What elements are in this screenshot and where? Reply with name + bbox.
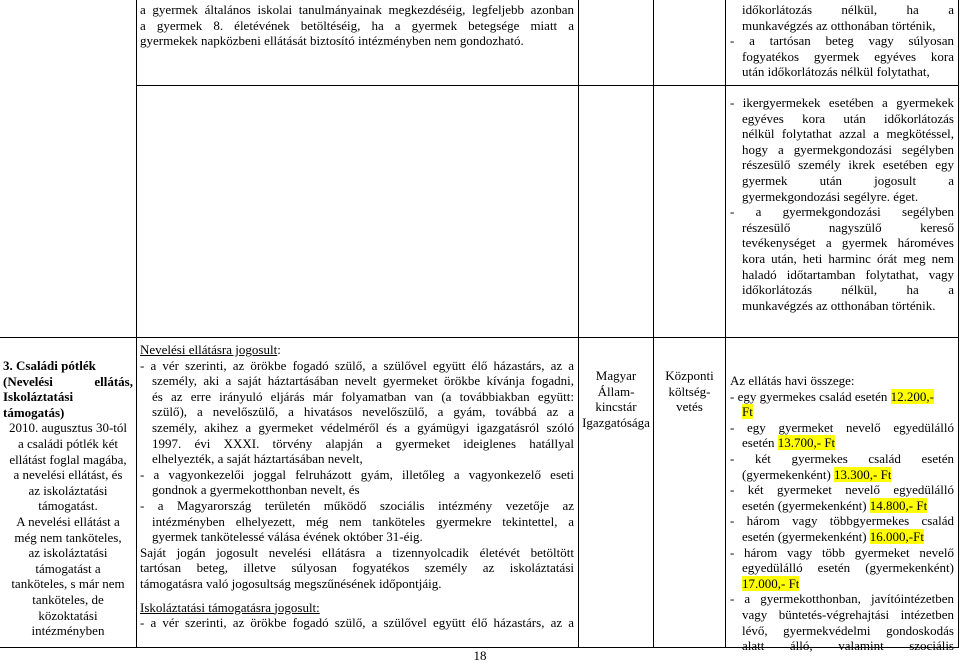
text-line: az iskoláztatási xyxy=(28,545,108,561)
text-line: - a gyermekgondozási segélyben xyxy=(730,204,954,220)
bottom-col-b xyxy=(140,342,574,631)
amount-value: 12.200,- xyxy=(890,388,934,404)
amount-item xyxy=(730,467,954,483)
text-line: hogy a gyermekgondozási segélyben xyxy=(742,141,954,157)
text-line: - két gyermeket nevelő egyedülálló xyxy=(730,482,954,498)
eligibility-heading xyxy=(140,342,574,358)
text-line: Állam- xyxy=(597,383,635,399)
text-line: - a vér szerinti, az örökbe fogadó szülő, a szülővel együtt élő házastárs, az a xyxy=(140,615,574,631)
table-border xyxy=(653,0,654,648)
text-line: tartósan beteg, illetve súlyosan fogyatékos személy az iskoláztatási xyxy=(140,560,574,576)
amount-item xyxy=(730,435,954,451)
text-line: egyéves kora után időkorlátozás xyxy=(742,110,954,126)
text-line: támogatást. xyxy=(38,498,98,514)
text-line: gondnok a gyermekotthonban nevelt, és xyxy=(152,482,360,498)
text-line: kincstár xyxy=(595,399,637,415)
text-line: - a vér szerinti, az örökbe fogadó szülő, a szülővel együtt élő házastárs, az a xyxy=(140,357,574,373)
text-line: gyermek után jogosult a xyxy=(742,172,954,188)
text-line: 2010. augusztus 30-tól xyxy=(8,420,128,436)
text-line: szülő), a nevelőszülő, a hivatásos nevelőszülő, a gyám, továbbá az a xyxy=(152,404,574,420)
table-border xyxy=(725,0,726,648)
text-line: után időkorlátozás nélkül folytathat, xyxy=(742,64,930,80)
bottom-col-c xyxy=(579,368,653,430)
text-line: közoktatási xyxy=(38,607,98,623)
text-line: gyermekek napközbeni ellátását biztosító intézményben nem gondozható. xyxy=(140,33,524,49)
text-line: személy, aki a saját háztartásában nevelt gyermeket örökbe kívánja fogadni, xyxy=(152,373,574,389)
amount-item xyxy=(730,389,954,405)
text-line: haladó időtartamban folytathat, vagy xyxy=(742,266,954,282)
section-title: 3. Családi pótlék xyxy=(3,358,96,373)
text-line: tevékenységet a gyermek hároméves xyxy=(742,235,954,251)
text-line: Saját jogán jogosult nevelési ellátásra a tizennyolcadik életévét betöltött xyxy=(140,544,574,560)
text-line: részesülő személy ikrek esetében egy xyxy=(742,157,954,173)
bottom-col-d xyxy=(654,368,725,415)
table-border xyxy=(958,0,959,648)
text-line: személy, akihez a gyermeket védelméről és a gyámügyi igazgatásról szóló xyxy=(152,419,574,435)
amount-value: 13.300,- Ft xyxy=(834,466,892,482)
text-line: időkorlátozás nélkül, ha a xyxy=(742,282,954,298)
table-border xyxy=(578,0,579,648)
text-line: a családi pótlék két xyxy=(18,435,118,451)
text-line: gyermekgondozási segélyre. éget. xyxy=(742,188,919,204)
text-line: - a tartósan beteg vagy súlyosan xyxy=(730,33,954,49)
page-number: 18 xyxy=(473,648,487,663)
amount-label: esetén xyxy=(742,435,778,451)
spacer xyxy=(140,592,574,600)
bottom-col-e xyxy=(730,373,954,654)
section-description xyxy=(3,420,133,638)
bottom-col-a xyxy=(3,358,133,639)
text-line: támogatásra való jogosultság megszűnésének időpontjáig. xyxy=(140,575,442,591)
text-line: - a vagyonkezelői joggal felruházott gyám, illetőleg a vagyonkezelő eseti xyxy=(140,466,574,482)
table-border xyxy=(0,337,959,338)
amount-value: 14.800,- Ft xyxy=(869,497,928,513)
text-line: - két gyermekes család esetén xyxy=(730,450,954,466)
text-line: intézményben xyxy=(31,623,105,639)
text-line: ellátást foglal magába, xyxy=(9,451,127,467)
section-title: Iskoláztatási xyxy=(3,389,74,405)
amount-label: esetén (gyermekenként) xyxy=(742,528,870,544)
text-line: munkavégzés az otthonában történik, xyxy=(742,17,936,33)
text-line: kora után, heti harminc órát meg nem xyxy=(742,250,954,266)
text-line: - a gyermekotthonban, javítóintézetben xyxy=(730,591,954,607)
middle-col-g-text xyxy=(730,95,954,313)
text-line: egyedülálló esetén (gyermekenként) xyxy=(742,560,954,576)
text-line: vetés xyxy=(676,399,703,415)
text-line: részesülő nagyszülő kereső xyxy=(742,219,954,235)
text-line: munkavégzés az otthonában történik. xyxy=(742,297,936,313)
eligibility-heading: Iskoláztatási támogatásra jogosult: xyxy=(140,599,320,615)
top-col-g-text xyxy=(730,2,954,80)
amount-item xyxy=(730,576,954,592)
text-line: - egy gyermeket nevelő egyedülálló xyxy=(730,419,954,435)
text-line: elhelyezték, a saját háztartásában nevelt, xyxy=(152,451,363,467)
text-line: tanköteles, s már nem xyxy=(11,576,125,592)
amount-label: esetén (gyermekenként) xyxy=(742,497,870,513)
text-line: a gyermek általános iskolai tanulmányainak megkezdéséig, legfeljebb azonban xyxy=(140,2,574,17)
amount-item xyxy=(730,404,954,420)
text-line: fogyatékos gyermek egyéves kora xyxy=(742,48,954,64)
amount-item xyxy=(730,498,954,514)
text-line: alatt álló, valamint szociális xyxy=(742,638,954,654)
text-line: és az erre irányuló eljárás már folyamatban van (a továbbiakban együtt: xyxy=(152,388,574,404)
amount-item xyxy=(730,529,954,545)
amount-value: 16.000,-Ft xyxy=(869,528,924,544)
text-line: költség- xyxy=(668,383,711,399)
text-line: gyermek tankötelessé válása évének október 31-éig. xyxy=(152,529,423,545)
text-line: tanköteles, de xyxy=(32,591,104,607)
section-title: (Nevelési ellátás, xyxy=(3,373,133,389)
table-border xyxy=(136,0,137,648)
text-line: vagy büntetés-végrehajtási intézetben xyxy=(742,606,954,622)
text-line: - három vagy több gyermeket nevelő xyxy=(730,544,954,560)
text-line: az iskoláztatási xyxy=(28,482,108,498)
text-line: 1997. évi XXXI. törvény alapján a gyermeket ideiglenes hatállyal xyxy=(152,435,574,451)
text-line: nélkül folytathat azzal a megkötéssel, xyxy=(742,126,954,142)
text-line: lévő, gyermekvédelmi gondoskodás xyxy=(742,622,954,638)
text-line: időkorlátozás nélkül, ha a xyxy=(742,2,954,17)
table-border xyxy=(136,85,959,86)
text-line: még nem tanköteles, xyxy=(14,529,122,545)
amount-value: 13.700,- Ft xyxy=(777,435,836,451)
top-col-b-text xyxy=(140,2,574,49)
text-line: intézményben elhelyezett, még nem tanköteles gyermekre tekintettel, a xyxy=(152,513,574,529)
section-title: támogatás) xyxy=(3,404,65,420)
text-line: támogatást a xyxy=(35,560,101,576)
text-line: Magyar xyxy=(595,368,637,383)
text-line: Központi xyxy=(665,368,714,383)
text-line: A nevelési ellátást a xyxy=(16,513,120,529)
text-line: - ikergyermekek esetében a gyermekek xyxy=(730,95,954,110)
text-line: a gyermek 8. életévének betöltéséig, ha a gyermek betegsége miatt a xyxy=(140,17,574,33)
amount-label: - egy gyermekes család esetén xyxy=(730,388,891,404)
amount-unit: Ft xyxy=(742,404,753,420)
text-line: - a Magyarország területén működő szociális intézmény vezetője az xyxy=(140,497,574,513)
text-line: Az ellátás havi összege: xyxy=(730,373,855,388)
amount-label: (gyermekenként) xyxy=(742,466,835,482)
amount-value: 17.000,- Ft xyxy=(742,575,800,591)
text-line: - három vagy többgyermekes család xyxy=(730,513,954,529)
heading-text: Nevelési ellátásra jogosult xyxy=(140,342,278,357)
heading-colon: : xyxy=(277,342,281,357)
text-line: Igazgatósága xyxy=(582,414,650,430)
text-line: a nevelési ellátást, és xyxy=(13,467,123,483)
